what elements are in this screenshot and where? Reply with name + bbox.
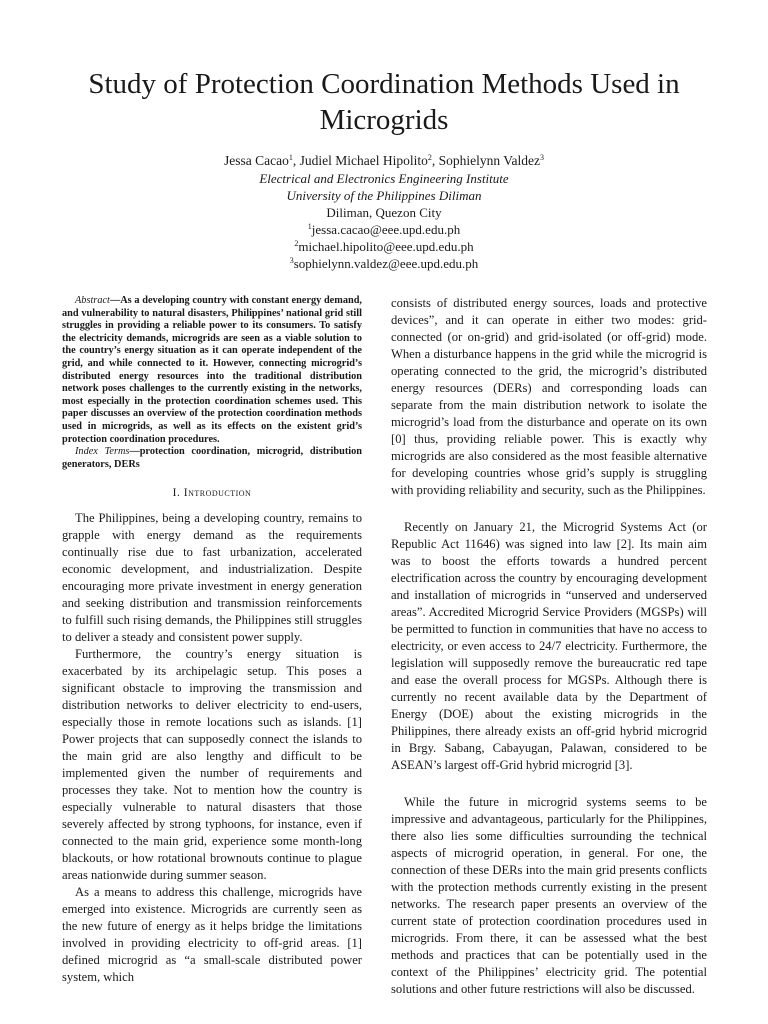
index-terms-text: —protection coordination, microgrid, distribution generators, DERs <box>62 446 362 470</box>
author-3: Sophielynn Valdez <box>438 153 540 168</box>
abstract-label: Abstract <box>75 295 110 306</box>
left-column <box>62 295 362 986</box>
index-terms-label: Index Terms <box>75 446 130 458</box>
intro-paragraph-1: The Philippines, being a developing country, remains to grapple with energy demand as the requirements continually rise due to fast urbanization, accelerated economic development, and industrialization. Despite encouraging more private investment in energy generation and seeking distribution and transmission reinforcements to fulfill such rising demands, the Philippines still struggles to deliver a steady and consistent power supply. <box>62 511 362 645</box>
paper-title: Study of Protection Coordination Methods Used in Microgrids <box>88 68 680 136</box>
intro-paragraph-5: Recently on January 21, the Microgrid Systems Act (or Republic Act 11646) was signed into law [2]. Its main aim was to boost the efforts towards a hundred percent electrification across the country by encouraging development and installation of microgrids in “unserved and underserved areas”. Accredited Microgrid Service Providers (MGSPs) will be permitted to function in communities that have no access to electricity, or even access to 24/7 electricity. Furthermore, the legislation will supposedly remove the bureaucratic red tape and ease the overall process for MGSPs. Although there is currently no recent available data by the Department of Energy (DOE) about the existing microgrids in the Philippines, there already exists an off-grid hybrid microgrid in Brgy. Sabang, Cabayugan, Palawan, considered to be ASEAN’s largest off-Grid hybrid microgrid [3]. <box>391 520 707 772</box>
intro-paragraph-6: While the future in microgrid systems seems to be impressive and advantageous, particularly for the Philippines, there also lies some difficulties surrounding the technical aspects of microgrid operation, in general. For one, the connection of these DERs into the main grid presents conflicts with the protection methods currently existing in the present networks. The research paper presents an overview of the current state of protection coordination procedures used in microgrids. From there, it can be assessed what the best methods and practices that can be potentially used in the context of the Philippines’ electricity grid. The potential solutions and other future restrictions will also be discussed. <box>391 795 707 996</box>
affiliation-city: Diliman, Quezon City <box>326 205 442 220</box>
intro-paragraph-4: consists of distributed energy sources, loads and protective devices”, and it can operate in either two modes: grid-connected (or on-grid) and grid-isolated (or off-grid) mode. When a disturbance happens in the grid while the microgrid is operating connected to the grid, the microgrid’s distributed energy resources (DERs) and corresponding loads can separate from the main distribution network to isolate the microgrid’s load from the disturbance and operate on its own [0] thus, providing reliable power. This is exactly why microgrids are also considered as the most feasible alternative for developing countries whose grid’s supply is struggling with providing reliability and security, such as the Philippines. <box>391 296 707 497</box>
intro-paragraph-2: Furthermore, the country’s energy situation is exacerbated by its archipelagic setup. This poses a significant obstacle to improving the transmission and distribution networks to deliver electricity to end-users, especially those in remote locations such as islands. [1] Power projects that can supposedly connect the islands to the main grid are also lengthy and difficult to be implemented given the number of requirements and processes they take. Not to mention how the country is especially vulnerable to natural disasters that those severely affected by strong typhoons, for instance, even if connected to the main grid, experience some month-long blackouts, or how rotational brownouts continue to plague areas nationwide during summer season. <box>62 647 362 883</box>
email-1: $^1$jessa.cacao@eee.upd.edu.ph <box>307 222 461 237</box>
author-3-mark: 3 <box>539 153 544 162</box>
section-number: I. <box>172 487 181 500</box>
affiliation-dept: Electrical and Electronics Engineering Institute <box>259 171 509 186</box>
author-block <box>40 152 728 272</box>
author-1: Jessa Cacao <box>224 153 289 168</box>
email-2: $^2$michael.hipolito@eee.upd.edu.ph <box>294 239 474 254</box>
index-terms <box>62 446 362 471</box>
author-2: Judiel Michael Hipolito <box>299 153 428 168</box>
author-2-mark: 2 <box>427 153 432 162</box>
author-1-mark: 1 <box>288 153 293 162</box>
section-heading-introduction <box>62 485 362 502</box>
abstract-text: —As a developing country with constant energy demand, and vulnerability to natural disasters, Philippines’ national grid still struggles in providing a reliable power to its consumers. To satisfy the electricity demands, microgrids are seen as a viable solution to the country’s energy situation as it can operate independent of the grid, and while connected to it. However, connecting microgrid’s distributed energy resources into the traditional distribution network poses challenges to the currently existing in the networks, most especially in the protection coordination schemes used. This paper discusses an overview of the protection coordination methods used in microgrids, as well as its effects on the existent grid’s protection coordination procedures. <box>62 295 362 445</box>
email-3: $^3$sophielynn.valdez@eee.upd.edu.ph <box>289 256 479 271</box>
author-names: Jessa Cacao$^1$, Judiel Michael Hipolito$^2$, Sophielynn Valdez$^3$ <box>224 153 544 168</box>
section-title: Introduction <box>183 487 252 500</box>
affiliation-univ: University of the Philippines Diliman <box>286 188 482 203</box>
intro-paragraph-3: As a means to address this challenge, microgrids have emerged into existence. Microgrids are currently seen as the new future of energy as it helps bridge the limitations involved in providing electricity to off-grid areas. [1] defined microgrid as “a small-scale distributed power system, which <box>62 885 362 985</box>
abstract <box>62 295 362 446</box>
right-column <box>391 295 707 998</box>
